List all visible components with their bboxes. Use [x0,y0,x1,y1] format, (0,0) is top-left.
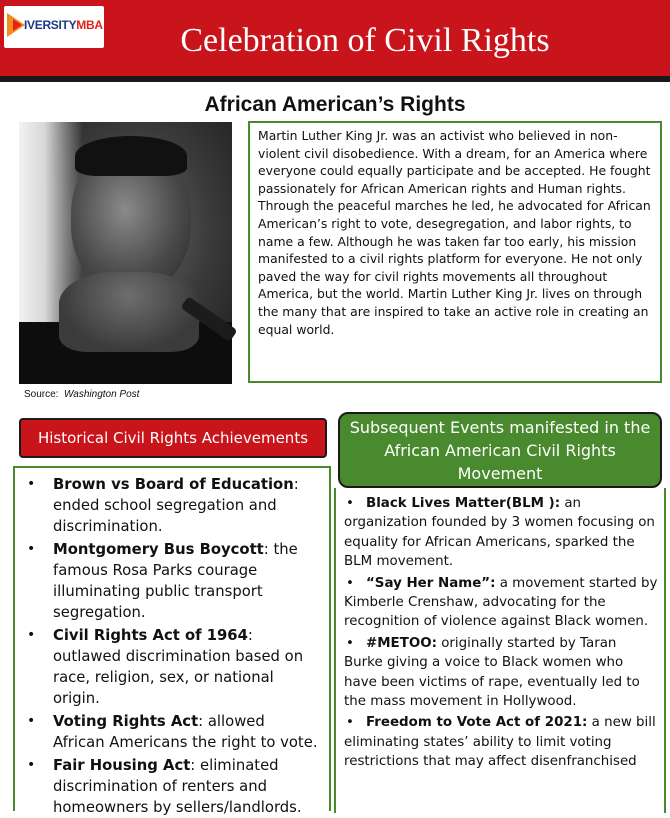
list-item: • Brown vs Board of Education: ended school segregation and discrimination. [27,476,299,535]
bullet-icon: • [346,635,354,651]
list-item: • “Say Her Name”: a movement started by Kimberle Crenshaw, advocating for the recognition of violence against Black women. [344,575,658,630]
list-item: • Voting Rights Act: allowed African Americans the right to vote. [27,713,318,751]
list-item: • Fair Housing Act: eliminated discrimination of renters and homeowners by sellers/landlords. [27,757,302,816]
subsequent-events-heading: Subsequent Events manifested in the African American Civil Rights Movement [338,412,662,488]
page-title: Celebration of Civil Rights [180,22,550,59]
historical-achievements-list [13,466,331,816]
section-subtitle: African American’s Rights [204,93,466,116]
list-item: • Montgomery Bus Boycott: the famous Rosa Parks courage illuminating public transport segregation. [27,541,298,621]
bullet-icon: • [27,541,36,557]
bullet-icon: • [346,575,354,591]
photo-source-caption: Source: Washington Post [24,389,140,400]
mlk-portrait-photo [19,122,232,384]
subsequent-events-list [334,488,666,813]
historical-achievements-heading: Historical Civil Rights Achievements [19,418,327,458]
bullet-icon: • [27,713,36,729]
logo-text: IVERSITYMBA [24,18,103,32]
bullet-icon: • [27,476,36,492]
bullet-icon: • [346,496,354,511]
list-item: • Black Lives Matter(BLM ): an organization founded by 3 women focusing on equality for African Americans, sparked the BLM movement. [344,496,655,570]
bullet-icon: • [346,715,354,731]
header-banner [0,0,670,82]
list-item: • #METOO: originally started by Taran Burke giving a voice to Black women who have been victims of rape, eventually led to the mass movement in Hollywood. [344,635,640,710]
bullet-icon: • [27,627,36,643]
bullet-icon: • [27,757,36,773]
list-item: • Civil Rights Act of 1964: outlawed discrimination based on race, religion, sex, or national origin. [27,627,304,707]
mlk-biography-box: Martin Luther King Jr. was an activist who believed in non-violent civil disobedience. With a dream, for an America where everyone could equally participate and be accepted. He fought passionately for African American rights and Human rights. Through the peaceful marches he led, he advocated for African American’s right to vote, desegregation, and labor rights, to name a few. Although he was taken far too early, his mission manifested to a civil rights platform for everyone. He not only paved the way for civil rights movements all throughout America, but the world. Martin Luther King Jr. lives on through the many that are inspired to take an active role in creating an equal world. [248,121,662,383]
list-item: • Freedom to Vote Act of 2021: a new bill eliminating states’ ability to limit voting restrictions that may affect disenfranchised [344,715,656,770]
